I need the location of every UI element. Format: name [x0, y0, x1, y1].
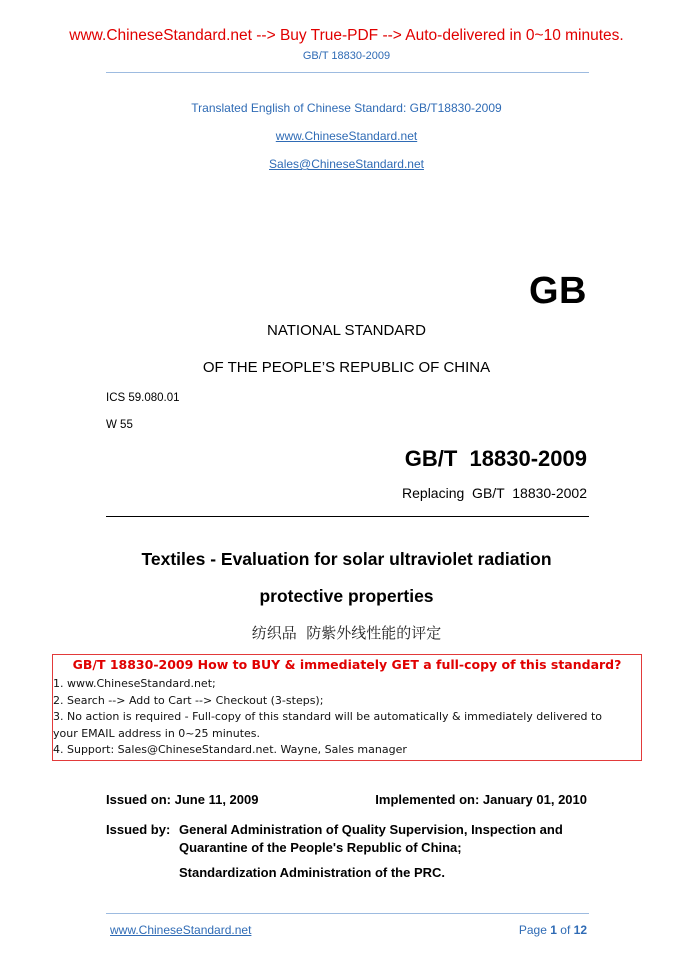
purchase-info-box: [52, 654, 642, 761]
standard-number: GB/T 18830-2009: [404, 446, 587, 471]
list-item: 3. No action is required - Full-copy of this standard will be automatically & immediately delivered to: [53, 710, 603, 723]
title-rule: [106, 516, 589, 517]
title-line-2: protective properties: [259, 586, 434, 606]
issued-by-label: Issued by:: [106, 822, 171, 837]
header-divider: [106, 72, 589, 73]
national-standard-heading: NATIONAL STANDARD: [267, 322, 426, 339]
list-item-continuation: your EMAIL address in 0~25 minutes.: [53, 726, 261, 740]
list-item: 2. Search --> Add to Cart --> Checkout (3-steps);: [53, 693, 324, 707]
prc-heading: OF THE PEOPLE’S REPUBLIC OF CHINA: [202, 359, 491, 376]
title-chinese: 纺织品 防紫外线性能的评定: [251, 624, 442, 642]
list-item: 1. www.ChineseStandard.net;: [53, 677, 216, 690]
total-pages: 12: [573, 923, 587, 937]
website-link[interactable]: www.ChineseStandard.net: [275, 129, 418, 143]
issuer-1-line-2: Quarantine of the People's Republic of China;: [179, 840, 462, 855]
page-indicator: Page 1 of 12: [518, 923, 587, 937]
list-item: 4. Support: Sales@ChineseStandard.net. Wayne, Sales manager: [53, 743, 407, 756]
current-page: 1: [550, 923, 557, 937]
header-standard-code: GB/T 18830-2009: [302, 50, 391, 62]
w-code: W 55: [106, 419, 133, 431]
purchase-heading[interactable]: GB/T 18830-2009 How to BUY & immediately GET a full-copy of this standard?: [72, 657, 622, 672]
purchase-steps: [53, 676, 602, 759]
promo-banner[interactable]: www.ChineseStandard.net --> Buy True-PDF --> Auto-delivered in 0~10 minutes.: [69, 27, 624, 44]
ics-code: ICS 59.080.01: [106, 392, 180, 404]
replacing-note: Replacing GB/T 18830-2002: [402, 485, 587, 501]
footer-divider: [106, 913, 589, 914]
issuer-2: Standardization Administration of the PRC.: [179, 865, 446, 880]
implemented-on: Implemented on: January 01, 2010: [375, 792, 587, 807]
title-line-1: Textiles - Evaluation for solar ultraviolet radiation: [141, 549, 552, 569]
gb-mark: GB: [529, 270, 587, 312]
email-link[interactable]: Sales@ChineseStandard.net: [269, 157, 424, 171]
issuer-1-line-1: General Administration of Quality Supervision, Inspection and: [179, 822, 563, 837]
footer-website-link[interactable]: www.ChineseStandard.net: [110, 923, 252, 937]
translation-line: Translated English of Chinese Standard: GB/T18830-2009: [191, 101, 502, 115]
issued-on: Issued on: June 11, 2009: [106, 792, 259, 807]
